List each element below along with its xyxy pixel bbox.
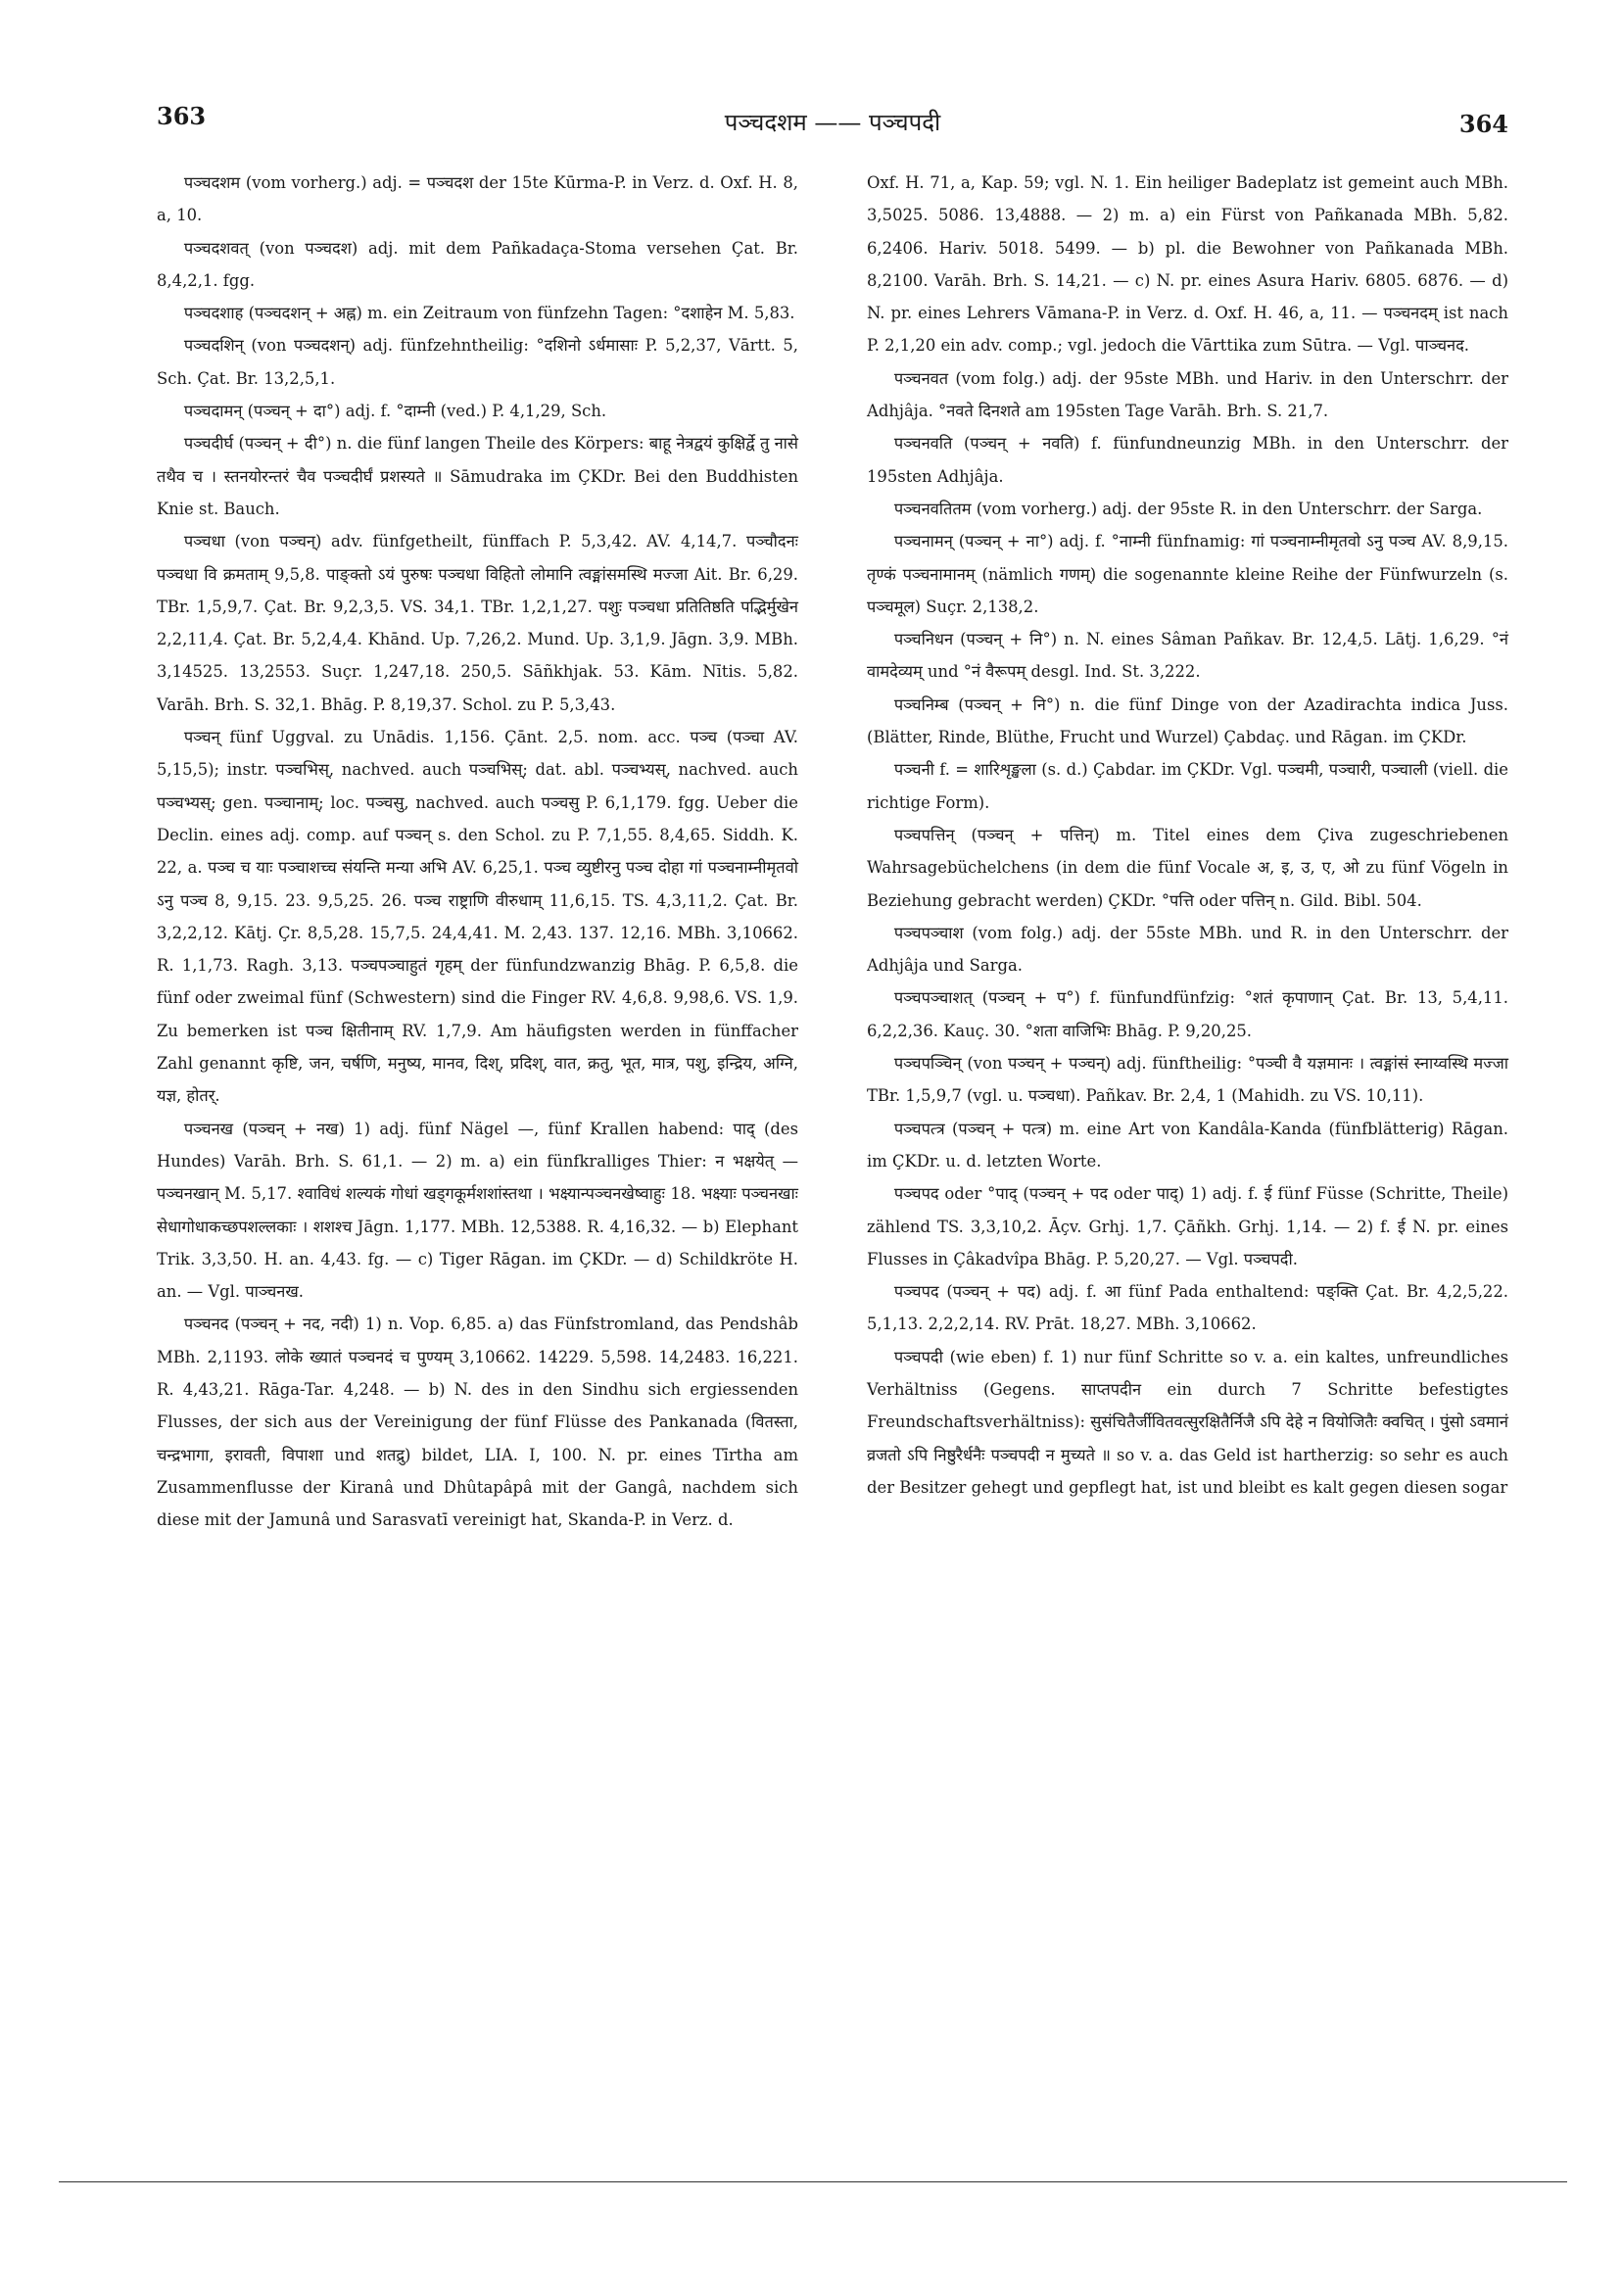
dictionary-entry: पञ्चपद (पञ्चन् + पद) adj. f. आ fünf Pada enthaltend: पङ्क्ति Çat. Br. 4,2,5,22. 5,1,13. 2,2,2,14. RV. Prāt. 18,27. MBh. 3,10662. bbox=[867, 1282, 1508, 1334]
dictionary-entry: पञ्चपञ्चिन् (von पञ्चन् + पञ्चन्) adj. fünftheilig: °पञ्ची वै यज्ञमानः । त्वङ्मांसं स्नाय्वस्थि मज्जा TBr. 1,5,9,7 (vgl. u. पञ्चधा). Pañkav. Br. 2,4, 1 (Mahidh. zu VS. 10,11). bbox=[867, 1054, 1508, 1106]
dictionary-entry: पञ्चनी f. = शारिशृङ्खला (s. d.) Çabdar. im ÇKDr. Vgl. पञ्चमी, पञ्चारी, पञ्चाली (viell. die richtige Form). bbox=[867, 760, 1508, 812]
footer-rule bbox=[59, 2181, 1567, 2182]
running-head: पञ्चदशम —— पञ्चपदी bbox=[724, 109, 941, 136]
column-left bbox=[157, 167, 798, 1536]
dictionary-entry: पञ्चधा (von पञ्चन्) adv. fünfgetheilt, fünffach P. 5,3,42. AV. 4,14,7. पञ्चौदनः पञ्चधा वि क्रमताम् 9,5,8. पाङ्क्तो ऽयं पुरुषः पञ्चधा विहितो लोमानि त्वङ्मांसमस्थि मज्जा Ait. Br. 6,29. TBr. 1,5,9,7. Çat. Br. 9,2,3,5. VS. 34,1. TBr. 1,2,1,27. पशुः पञ्चधा प्रतितिष्ठति पद्भिर्मुखेन 2,2,11,4. Çat. Br. 5,2,4,4. Khānd. Up. 7,26,2. Mund. Up. 3,1,9. Jāgn. 3,9. MBh. 3,14525. 13,2553. Suçr. 1,247,18. 250,5. Sāñkhjak. 53. Kām. Nītis. 5,82. Varāh. Brh. S. 32,1. Bhāg. P. 8,19,37. Schol. zu P. 5,3,43. bbox=[157, 532, 798, 714]
dictionary-entry: पञ्चपद oder °पाद् (पञ्चन् + पद oder पाद्) 1) adj. f. ई fünf Füsse (Schritte, Theile) zählend TS. 3,3,10,2. Āçv. Grhj. 1,7. Çāñkh. Grhj. 1,14. — 2) f. ई N. pr. eines Flusses in Çâkadvîpa Bhāg. P. 5,20,27. — Vgl. पञ्चपदी. bbox=[867, 1184, 1508, 1268]
dictionary-entry: पञ्चदशाह (पञ्चदशन् + अह्न) m. ein Zeitraum von fünfzehn Tagen: °दशाहेन M. 5,83. bbox=[183, 304, 795, 323]
page-number-right: 364 bbox=[1458, 110, 1508, 138]
dictionary-entry: पञ्चनवतितम (vom vorherg.) adj. der 95ste R. in den Unterschrr. der Sarga. bbox=[893, 499, 1483, 518]
dictionary-entry: Oxf. H. 71, a, Kap. 59; vgl. N. 1. Ein heiliger Badeplatz ist gemeint auch MBh. 3,5025. 5086. 13,4888. — 2) m. a) ein Fürst von Pañkanada MBh. 5,82. 6,2406. Hariv. 5018. 5499. — b) pl. die Bewohner von Pañkanada MBh. 8,2100. Varāh. Brh. S. 14,21. — c) N. pr. eines Asura Hariv. 6805. 6876. — d) N. pr. eines Lehrers Vāmana-P. in Verz. d. Oxf. H. 46, a, 11. — पञ्चनदम् ist nach P. 2,1,20 ein adv. comp.; vgl. jedoch die Vārttika zum Sūtra. — Vgl. पाञ्चनद. bbox=[867, 173, 1508, 356]
dictionary-entry: पञ्चपत्त्र (पञ्चन् + पत्त्र) m. eine Art von Kandâla-Kanda (fünfblätterig) Rāgan. im ÇKDr. u. d. letzten Worte. bbox=[867, 1119, 1508, 1171]
dictionary-entry: पञ्चपदी (wie eben) f. 1) nur fünf Schritte so v. a. ein kaltes, unfreundliches Verhältniss (Gegens. साप्तपदीन ein durch 7 Schritte befestigtes Freundschaftsverhältniss): सुसंचितैर्जीवितवत्सुरक्षितैर्निजै ऽपि देहे न वियोजितैः क्वचित् । पुंसो ऽवमानं व्रजतो ऽपि निष्ठुरैर्धनैः पञ्चपदी न मुच्यते ॥ so v. a. das Geld ist hartherzig: so sehr es auch der Besitzer gehegt und gepflegt hat, ist und bleibt es kalt gegen diesen sogar bbox=[867, 1347, 1508, 1497]
dictionary-entry: पञ्चनामन् (पञ्चन् + ना°) adj. f. °नाम्नी fünfnamig: गां पञ्चनाम्नीमृतवो ऽनु पञ्च AV. 8,9,15. तृण्कं पञ्चनामानम् (nämlich गणम्) die sogenannte kleine Reihe der Fünfwurzeln (s. पञ्चमूल) Suçr. 2,138,2. bbox=[867, 532, 1508, 616]
column-right bbox=[867, 167, 1508, 1504]
dictionary-entry: पञ्चनख (पञ्चन् + नख) 1) adj. fünf Nägel —, fünf Krallen habend: पाद् (des Hundes) Varāh. Brh. S. 61,1. — 2) m. a) ein fünfkralliges Thier: न भक्षयेत् — पञ्चनखान् M. 5,17. श्वाविधं शल्यकं गोधां खड्गकूर्मशशांस्तथा । भक्ष्यान्पञ्चनखेष्वाहुः 18. भक्ष्याः पञ्चनखाः सेधागोधाकच्छपशल्लकाः । शशश्च Jāgn. 1,177. MBh. 12,5388. R. 4,16,32. — b) Elephant Trik. 3,3,50. H. an. 4,43. fg. — c) Tiger Rāgan. im ÇKDr. — d) Schildkröte H. an. — Vgl. पाञ्चनख. bbox=[157, 1119, 798, 1302]
dictionary-entry: पञ्चपञ्चाश (vom folg.) adj. der 55ste MBh. und R. in den Unterschrr. der Adhjâja und Sarga. bbox=[867, 923, 1508, 976]
dictionary-entry: पञ्चनिधन (पञ्चन् + नि°) n. N. eines Sâman Pañkav. Br. 12,4,5. Lātj. 1,6,29. °नं वामदेव्यम् und °नं वैरूपम् desgl. Ind. St. 3,222. bbox=[867, 630, 1508, 682]
dictionary-entry: पञ्चनिम्ब (पञ्चन् + नि°) n. die fünf Dinge von der Azadirachta indica Juss. (Blätter, Rinde, Blüthe, Frucht und Wurzel) Çabdaç. und Rāgan. im ÇKDr. bbox=[867, 694, 1508, 747]
page-header bbox=[157, 102, 1508, 141]
dictionary-entry: पञ्चनद (पञ्चन् + नद, नदी) 1) n. Vop. 6,85. a) das Fünfstromland, das Pendshâb MBh. 2,1193. लोके ख्यातं पञ्चनदं च पुण्यम् 3,10662. 14229. 5,598. 14,2483. 16,221. R. 4,43,21. Rāga-Tar. 4,248. — b) N. des in den Sindhu sich ergiessenden Flusses, der sich aus der Vereinigung der fünf Flüsse des Pankanada (वितस्ता, चन्द्रभागा, इरावती, विपाशा und शतद्रु) bildet, LIA. I, 100. N. pr. eines Tīrtha am Zusammenflusse der Kiranâ und Dhûtapâpâ mit der Gangâ, nachdem sich diese mit der Jamunâ und Sarasvatī vereinigt hat, Skanda-P. in Verz. d. bbox=[157, 1315, 798, 1530]
page-number-left: 363 bbox=[157, 102, 207, 130]
dictionary-entry: पञ्चपत्तिन् (पञ्चन् + पत्तिन्) m. Titel eines dem Çiva zugeschriebenen Wahrsagebüchelchens (in dem die fünf Vocale अ, इ, उ, ए, ओ zu fünf Vögeln in Beziehung gebracht werden) ÇKDr. °पत्ति oder पत्तिन् n. Gild. Bibl. 504. bbox=[867, 825, 1508, 910]
dictionary-entry: पञ्चदामन् (पञ्चन् + दा°) adj. f. °दाम्नी (ved.) P. 4,1,29, Sch. bbox=[183, 402, 607, 421]
dictionary-entry: पञ्चदशिन् (von पञ्चदशन्) adj. fünfzehntheilig: °दशिनो ऽर्धमासाः P. 5,2,37, Vārtt. 5, Sch. Çat. Br. 13,2,5,1. bbox=[157, 336, 798, 388]
dictionary-entry: पञ्चनवत (vom folg.) adj. der 95ste MBh. und Hariv. in den Unterschrr. der Adhjâja. °नवते दिनशते am 195sten Tage Varāh. Brh. S. 21,7. bbox=[867, 368, 1508, 421]
dictionary-entry: पञ्चपञ्चाशत् (पञ्चन् + प°) f. fünfundfünfzig: °शतं कृपाणान् Çat. Br. 13, 5,4,11. 6,2,2,36. Kauç. 30. °शता वाजिभिः Bhāg. P. 9,20,25. bbox=[867, 988, 1508, 1040]
dictionary-entry: पञ्चदीर्घ (पञ्चन् + दी°) n. die fünf langen Theile des Körpers: बाहू नेत्रद्वयं कुक्षिर्द्वे तु नासे तथैव च । स्तनयोरन्तरं चैव पञ्चदीर्घं प्रशस्यते ॥ Sāmudraka im ÇKDr. Bei den Buddhisten Knie st. Bauch. bbox=[157, 434, 798, 518]
dictionary-entry: पञ्चदशवत् (von पञ्चदश) adj. mit dem Pañkadaça-Stoma versehen Çat. Br. 8,4,2,1. fgg. bbox=[157, 238, 798, 290]
dictionary-entry: पञ्चदशम (vom vorherg.) adj. = पञ्चदश der 15te Kūrma-P. in Verz. d. Oxf. H. 8, a, 10. bbox=[157, 173, 798, 225]
dictionary-entry: पञ्चनवति (पञ्चन् + नवति) f. fünfundneunzig MBh. in den Unterschrr. der 195sten Adhjâja. bbox=[867, 434, 1508, 486]
dictionary-entry: पञ्चन् fünf Uggval. zu Unādis. 1,156. Çānt. 2,5. nom. acc. पञ्च (पञ्चा AV. 5,15,5); instr. पञ्चभिस्, nachved. auch पञ्चभिस्; dat. abl. पञ्चभ्यस्, nachved. auch पञ्चभ्यस्; gen. पञ्चानाम्; loc. पञ्चसु, nachved. auch पञ्चसु P. 6,1,179. fgg. Ueber die Declin. eines adj. comp. auf पञ्चन् s. den Schol. zu P. 7,1,55. 8,4,65. Siddh. K. 22, a. पञ्च च याः पञ्चाशच्च संयन्ति मन्या अभि AV. 6,25,1. पञ्च व्युष्टीरनु पञ्च दोहा गां पञ्चनाम्नीमृतवो ऽनु पञ्च 8, 9,15. 23. 9,5,25. 26. पञ्च राष्ट्राणि वीरुधाम् 11,6,15. TS. 4,3,11,2. Çat. Br. 3,2,2,12. Kātj. Çr. 8,5,28. 15,7,5. 24,4,41. M. 2,43. 137. 12,16. MBh. 3,10662. R. 1,1,73. Ragh. 3,13. पञ्चपञ्चाहुतं गृहम् der fünfundzwanzig Bhāg. P. 6,5,8. die fünf oder zweimal fünf (Schwestern) sind die Finger RV. 4,6,8. 9,98,6. VS. 1,9. Zu bemerken ist पञ्च क्षितीनाम् RV. 1,7,9. Am häufigsten werden in fünffacher Zahl genannt कृष्टि, जन, चर्षणि, मनुष्य, मानव, दिश्, प्रदिश्, वात, क्रतु, भूत, मात्र, पशु, इन्द्रिय, अग्नि, यज्ञ, होतर्. bbox=[157, 728, 798, 1106]
